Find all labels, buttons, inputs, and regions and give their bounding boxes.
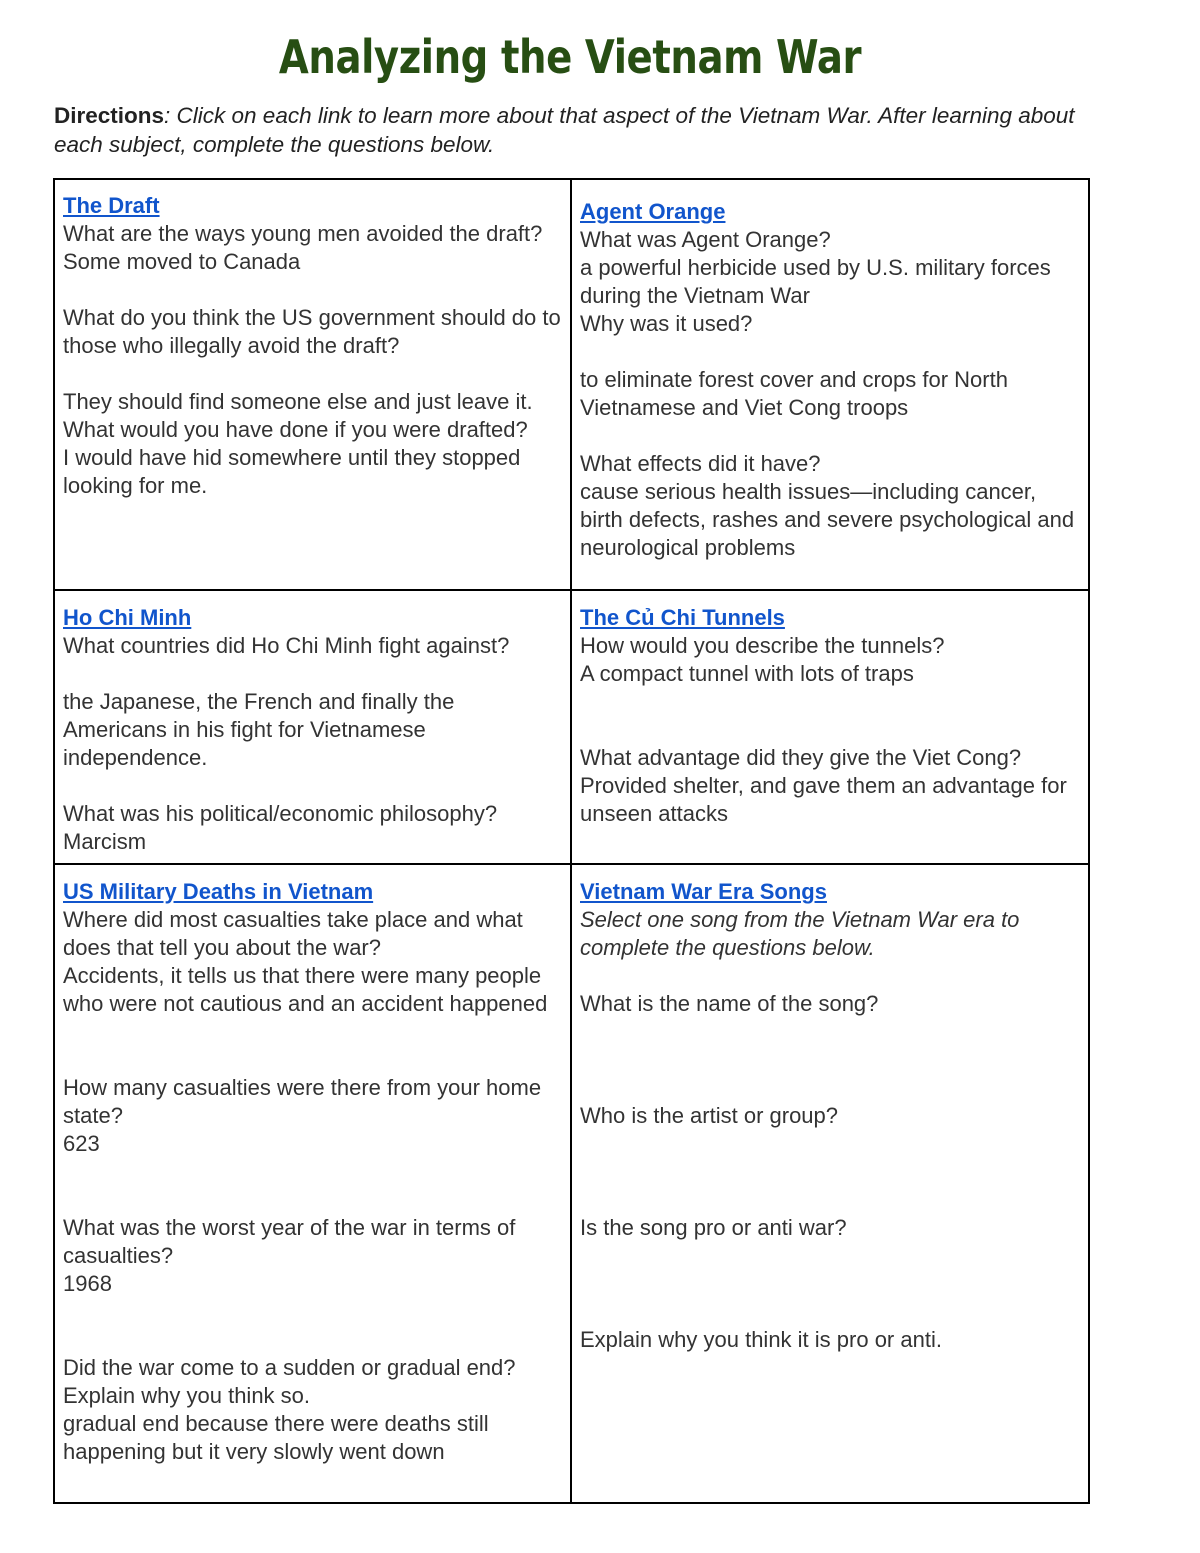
blank-line	[580, 1130, 1080, 1158]
blank-line	[63, 1158, 563, 1186]
cell-lines	[580, 226, 1080, 562]
link-us-military-deaths[interactable]: US Military Deaths in Vietnam	[63, 879, 374, 904]
answer-line: What do you think the US government should do to those who illegally avoid the draft?	[63, 305, 561, 358]
answer-line: Marcism	[63, 829, 147, 854]
link-ho-chi-minh[interactable]: Ho Chi Minh	[63, 605, 192, 630]
answer-line: Why was it used?	[580, 311, 753, 336]
table-divider-row-2	[53, 863, 1090, 865]
blank-line	[63, 1326, 563, 1354]
blank-line	[580, 422, 1080, 450]
answer-line: What would you have done if you were drafted?	[63, 417, 528, 442]
link-agent-orange[interactable]: Agent Orange	[580, 199, 726, 224]
answer-line: Where did most casualties take place and what does that tell you about the war?	[63, 907, 523, 960]
link-cu-chi-tunnels[interactable]: The Củ Chi Tunnels	[580, 605, 785, 630]
answer-line: What was Agent Orange?	[580, 227, 831, 252]
blank-line	[63, 1298, 563, 1326]
answer-line: Provided shelter, and gave them an advantage for unseen attacks	[580, 773, 1067, 826]
answer-line: Is the song pro or anti war?	[580, 1215, 847, 1240]
answer-line: How many casualties were there from your home state?	[63, 1075, 542, 1128]
cell-us-military-deaths	[63, 878, 563, 1466]
directions-label: Directions	[54, 103, 165, 128]
answer-line: Accidents, it tells us that there were many people who were not cautious and an accident happened	[63, 963, 548, 1016]
blank-line	[580, 1242, 1080, 1270]
blank-line	[63, 360, 563, 388]
directions-text: : Click on each link to learn more about that aspect of the Vietnam War. After learning about each subject, complete the questions below.	[54, 103, 1075, 157]
answer-line: cause serious health issues—including cancer, birth defects, rashes and severe psychological and neurological problems	[580, 479, 1075, 560]
answer-line: What is the name of the song?	[580, 991, 879, 1016]
answer-line: How would you describe the tunnels?	[580, 633, 945, 658]
blank-line	[580, 1046, 1080, 1074]
cell-lines	[63, 632, 563, 856]
answer-line: 623	[63, 1131, 100, 1156]
answer-line: Explain why you think it is pro or anti.	[580, 1327, 942, 1352]
songs-intro: Select one song from the Vietnam War era to complete the questions below.	[580, 907, 1020, 960]
cell-lines	[580, 962, 1080, 1354]
cell-lines	[580, 632, 1080, 828]
answer-line: Who is the artist or group?	[580, 1103, 839, 1128]
link-the-draft[interactable]: The Draft	[63, 193, 160, 218]
blank-line	[580, 716, 1080, 744]
directions	[54, 101, 1094, 159]
blank-line	[63, 276, 563, 304]
cell-cu-chi-tunnels	[580, 604, 1080, 828]
answer-line: Some moved to Canada	[63, 249, 301, 274]
answer-line: What was the worst year of the war in terms of casualties?	[63, 1215, 516, 1268]
blank-line	[580, 338, 1080, 366]
answer-line: the Japanese, the French and finally the Americans in his fight for Vietnamese independence.	[63, 689, 455, 770]
answer-line: Did the war come to a sudden or gradual end? Explain why you think so.	[63, 1355, 516, 1408]
cell-war-era-songs	[580, 878, 1080, 1354]
blank-line	[63, 1046, 563, 1074]
answer-line: What effects did it have?	[580, 451, 821, 476]
blank-line	[63, 1018, 563, 1046]
cell-lines	[63, 220, 563, 500]
answer-line: What was his political/economic philosophy?	[63, 801, 498, 826]
blank-line	[63, 1186, 563, 1214]
answer-line: I would have hid somewhere until they stopped looking for me.	[63, 445, 521, 498]
link-war-era-songs[interactable]: Vietnam War Era Songs	[580, 879, 827, 904]
answer-line: a powerful herbicide used by U.S. military forces during the Vietnam War	[580, 255, 1051, 308]
answer-line: A compact tunnel with lots of traps	[580, 661, 914, 686]
blank-line	[580, 1158, 1080, 1186]
blank-line	[580, 962, 1080, 990]
blank-line	[580, 688, 1080, 716]
answer-line: They should find someone else and just leave it.	[63, 389, 533, 414]
blank-line	[580, 1018, 1080, 1046]
blank-line	[580, 1186, 1080, 1214]
answer-line: gradual end because there were deaths still happening but it very slowly went down	[63, 1411, 489, 1464]
blank-line	[63, 772, 563, 800]
table-divider-row-1	[53, 589, 1090, 591]
answer-line: What advantage did they give the Viet Cong?	[580, 745, 1022, 770]
cell-lines	[63, 906, 563, 1466]
answer-line: What are the ways young men avoided the draft?	[63, 221, 543, 246]
blank-line	[63, 660, 563, 688]
blank-line	[580, 1298, 1080, 1326]
blank-line	[580, 1270, 1080, 1298]
table-divider-vertical	[570, 178, 572, 1504]
blank-line	[580, 1074, 1080, 1102]
page-title: Analyzing the Vietnam War	[278, 30, 862, 84]
answer-line: What countries did Ho Chi Minh fight against?	[63, 633, 510, 658]
cell-the-draft	[63, 192, 563, 500]
answer-line: to eliminate forest cover and crops for North Vietnamese and Viet Cong troops	[580, 367, 1008, 420]
cell-ho-chi-minh	[63, 604, 563, 856]
cell-agent-orange	[580, 198, 1080, 562]
answer-line: 1968	[63, 1271, 112, 1296]
